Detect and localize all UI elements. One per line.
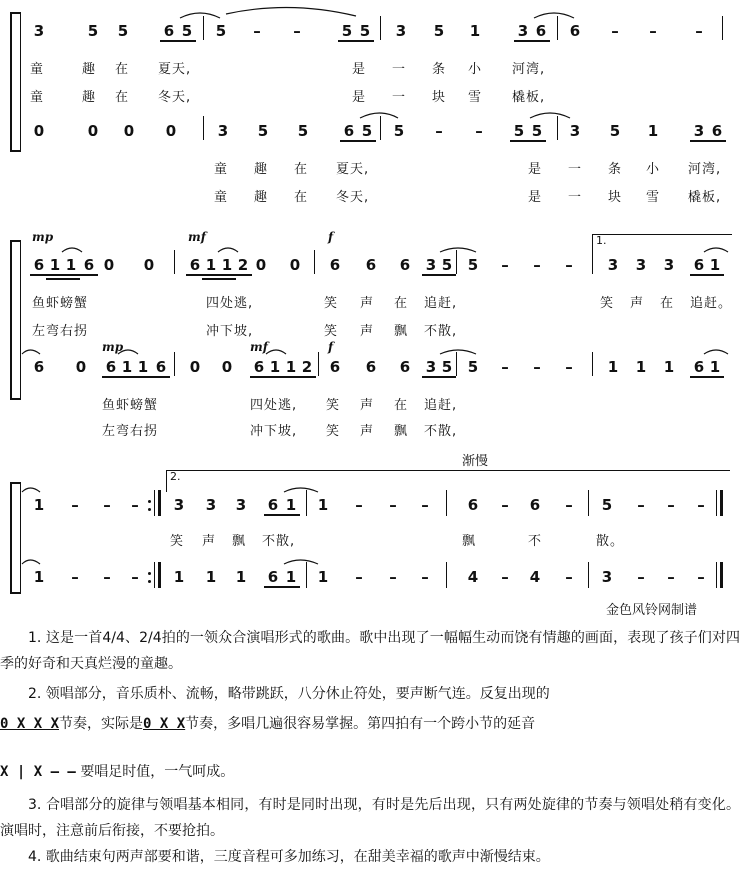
slur-arc bbox=[218, 248, 238, 252]
note-text: 节奏，实际是 bbox=[59, 716, 144, 732]
dash: – bbox=[501, 496, 509, 514]
dash: – bbox=[501, 568, 509, 586]
note-text: 要唱足时值，一气呵成。 bbox=[80, 764, 235, 780]
lyric: 是 bbox=[352, 90, 367, 105]
lyric: 飘 bbox=[394, 424, 409, 439]
lyric: 块 bbox=[432, 90, 447, 105]
note: 3 bbox=[635, 256, 647, 274]
lyric: 飘 bbox=[462, 534, 477, 549]
note: 3 bbox=[395, 22, 407, 40]
lyric: 不散, bbox=[424, 324, 458, 339]
lyric: 条 bbox=[432, 62, 447, 77]
note: 5 bbox=[601, 496, 613, 514]
note: 1 bbox=[469, 22, 481, 40]
note: 6 bbox=[33, 256, 45, 274]
note: 0 bbox=[87, 122, 99, 140]
lyric: 在 bbox=[115, 62, 130, 77]
note-text: 节奏，多唱几遍很容易掌握。第四拍有一个跨小节的延音 bbox=[185, 716, 536, 732]
dynamic-mark: mp bbox=[32, 230, 54, 244]
note: 6 bbox=[163, 22, 175, 40]
rhythm-pattern: X | X – – bbox=[0, 764, 76, 780]
dash: – bbox=[421, 496, 429, 514]
note: 5 bbox=[467, 358, 479, 376]
note: 5 bbox=[433, 22, 445, 40]
lyric: 河湾, bbox=[688, 162, 722, 177]
lyric: 不散, bbox=[262, 534, 296, 549]
lyric: 橇板, bbox=[512, 90, 546, 105]
note: 0 bbox=[255, 256, 267, 274]
dash: – bbox=[253, 22, 261, 40]
rhythm-pattern: 0 X X bbox=[143, 716, 186, 732]
dash: – bbox=[611, 22, 619, 40]
note: 5 bbox=[441, 256, 453, 274]
lyric: 笑 bbox=[170, 534, 185, 549]
dash: – bbox=[71, 568, 79, 586]
dash: – bbox=[389, 568, 397, 586]
dash: – bbox=[501, 358, 509, 376]
lyric: 雪 bbox=[646, 190, 661, 205]
note: 6 bbox=[33, 358, 45, 376]
note: 1 bbox=[709, 256, 721, 274]
note: 1 bbox=[663, 358, 675, 376]
lyric: 声 bbox=[630, 296, 645, 311]
note: 3 bbox=[517, 22, 529, 40]
lyric: 趣 bbox=[254, 190, 269, 205]
note: 3 bbox=[425, 256, 437, 274]
dash: – bbox=[533, 358, 541, 376]
lyric: 追赶, bbox=[424, 296, 458, 311]
tie-arc bbox=[360, 113, 398, 118]
lyric: 在 bbox=[294, 162, 309, 177]
note: 0 bbox=[189, 358, 201, 376]
note-paragraph-3: 3. 合唱部分的旋律与领唱基本相同，有时是同时出现，有时是先后出现，只有两处旋律的节奏与领唱处稍有变化。演唱时，注意前后衔接，不要抢拍。 bbox=[0, 797, 740, 839]
note-paragraph-1: 1. 这是一首4/4、2/4拍的一领众合演唱形式的歌曲。歌中出现了一幅幅生动而饶有情趣的画面，表现了孩子们对四季的好奇和天真烂漫的童趣。 bbox=[0, 630, 740, 672]
lyric: 冲下坡, bbox=[206, 324, 254, 339]
dash: – bbox=[131, 568, 139, 586]
note-text: 2. 领唱部分，音乐质朴、流畅，略带跳跃，八分休止符处，要声断气连。反复出现的 bbox=[28, 686, 550, 702]
note: 6 bbox=[329, 358, 341, 376]
dash: – bbox=[389, 496, 397, 514]
note: 3 bbox=[217, 122, 229, 140]
tie-arc bbox=[440, 350, 476, 354]
note: 0 bbox=[289, 256, 301, 274]
note: 6 bbox=[399, 256, 411, 274]
note: 5 bbox=[441, 358, 453, 376]
note: 5 bbox=[215, 22, 227, 40]
lyric: 是 bbox=[352, 62, 367, 77]
dash: – bbox=[435, 122, 443, 140]
tie-arc bbox=[534, 13, 574, 18]
lyric: 在 bbox=[115, 90, 130, 105]
lyric: 追赶。 bbox=[690, 296, 733, 311]
dynamic-mark: f bbox=[328, 340, 334, 354]
note: 3 bbox=[425, 358, 437, 376]
lyric: 左弯右拐 bbox=[32, 324, 89, 339]
note: 6 bbox=[569, 22, 581, 40]
tie-arc bbox=[22, 560, 40, 564]
note: 1 bbox=[635, 358, 647, 376]
note: 1 bbox=[709, 358, 721, 376]
lyric: 飘 bbox=[232, 534, 247, 549]
lyric: 不 bbox=[528, 534, 543, 549]
note: 1 bbox=[137, 358, 149, 376]
lyric: 四处逃, bbox=[250, 398, 298, 413]
note: 0 bbox=[103, 256, 115, 274]
tie-arc bbox=[180, 13, 220, 18]
note: 5 bbox=[467, 256, 479, 274]
lyric: 声 bbox=[360, 296, 375, 311]
dash: – bbox=[501, 256, 509, 274]
note: 0 bbox=[75, 358, 87, 376]
dash: – bbox=[637, 568, 645, 586]
dash: – bbox=[103, 568, 111, 586]
dash: – bbox=[71, 496, 79, 514]
lyric: 夏天, bbox=[158, 62, 192, 77]
note: 1 bbox=[221, 256, 233, 274]
note: 1 bbox=[285, 358, 297, 376]
dash: – bbox=[565, 496, 573, 514]
tie-arc bbox=[22, 488, 40, 492]
note: 3 bbox=[205, 496, 217, 514]
lyric: 趣 bbox=[254, 162, 269, 177]
lyric: 冲下坡, bbox=[250, 424, 298, 439]
slur-arc bbox=[266, 350, 286, 354]
lyric: 不散, bbox=[424, 424, 458, 439]
lyric: 笑 bbox=[324, 296, 339, 311]
lyric: 声 bbox=[360, 324, 375, 339]
note-paragraph-2-line-2 bbox=[0, 711, 740, 737]
note: 5 bbox=[361, 122, 373, 140]
note: 0 bbox=[221, 358, 233, 376]
note: 1 bbox=[607, 358, 619, 376]
lyric: 声 bbox=[360, 424, 375, 439]
note: 5 bbox=[531, 122, 543, 140]
dash: – bbox=[565, 256, 573, 274]
note: 6 bbox=[189, 256, 201, 274]
note: 5 bbox=[87, 22, 99, 40]
dash: – bbox=[697, 568, 705, 586]
note: 6 bbox=[155, 358, 167, 376]
lyric: 笑 bbox=[326, 398, 341, 413]
note: 1 bbox=[49, 256, 61, 274]
note: 0 bbox=[165, 122, 177, 140]
dash: – bbox=[565, 358, 573, 376]
tie-arc bbox=[530, 113, 570, 118]
lyric: 童 bbox=[214, 162, 229, 177]
note: 3 bbox=[693, 122, 705, 140]
dash: – bbox=[355, 568, 363, 586]
dash: – bbox=[649, 22, 657, 40]
note: 3 bbox=[33, 22, 45, 40]
note: 4 bbox=[529, 568, 541, 586]
note: 6 bbox=[467, 496, 479, 514]
dash: – bbox=[565, 568, 573, 586]
lyric: 块 bbox=[608, 190, 623, 205]
dash: – bbox=[475, 122, 483, 140]
note: 6 bbox=[365, 256, 377, 274]
note: 1 bbox=[173, 568, 185, 586]
lyric: 四处逃, bbox=[206, 296, 254, 311]
note: 1 bbox=[33, 568, 45, 586]
lyric: 橇板, bbox=[688, 190, 722, 205]
note: 5 bbox=[513, 122, 525, 140]
note: 3 bbox=[663, 256, 675, 274]
lyric: 鱼虾螃蟹 bbox=[102, 398, 159, 413]
note: 6 bbox=[365, 358, 377, 376]
note: 1 bbox=[317, 496, 329, 514]
tie-arc bbox=[440, 248, 476, 252]
dash: – bbox=[697, 496, 705, 514]
note: 2 bbox=[301, 358, 313, 376]
lyric: 童 bbox=[30, 62, 45, 77]
note-paragraph-4: 4. 歌曲结束句两声部要和谐，三度音程可多加练习，在甜美幸福的歌声中渐慢结束。 bbox=[28, 849, 550, 865]
note: 1 bbox=[235, 568, 247, 586]
lyric: 在 bbox=[294, 190, 309, 205]
note: 3 bbox=[569, 122, 581, 140]
note: 6 bbox=[711, 122, 723, 140]
note: 6 bbox=[399, 358, 411, 376]
lyric: 在 bbox=[660, 296, 675, 311]
lyric: 夏天, bbox=[336, 162, 370, 177]
note: 5 bbox=[181, 22, 193, 40]
lyric: 一 bbox=[392, 90, 407, 105]
note: 1 bbox=[205, 568, 217, 586]
credit-text: 金色风铃网制谱 bbox=[606, 603, 698, 618]
tie-arc bbox=[284, 560, 318, 564]
lyric: 条 bbox=[608, 162, 623, 177]
ending-label: 2. bbox=[170, 470, 181, 483]
lyric: 一 bbox=[392, 62, 407, 77]
note: 1 bbox=[285, 496, 297, 514]
note: 3 bbox=[235, 496, 247, 514]
note-paragraph-2 bbox=[0, 681, 740, 707]
lyric: 飘 bbox=[394, 324, 409, 339]
lyric: 鱼虾螃蟹 bbox=[32, 296, 89, 311]
lyric: 冬天, bbox=[158, 90, 192, 105]
lyric: 声 bbox=[360, 398, 375, 413]
note: 6 bbox=[343, 122, 355, 140]
lyric: 散。 bbox=[596, 534, 625, 549]
lyric: 河湾, bbox=[512, 62, 546, 77]
lyric: 是 bbox=[528, 190, 543, 205]
dash: – bbox=[103, 496, 111, 514]
note: 6 bbox=[529, 496, 541, 514]
tie-arc bbox=[704, 350, 728, 354]
note: 6 bbox=[693, 256, 705, 274]
dash: – bbox=[667, 496, 675, 514]
note: 1 bbox=[65, 256, 77, 274]
lyric: 笑 bbox=[326, 424, 341, 439]
note: 5 bbox=[257, 122, 269, 140]
note: 6 bbox=[535, 22, 547, 40]
slur-arc bbox=[118, 350, 138, 354]
note: 1 bbox=[205, 256, 217, 274]
tie-arc bbox=[22, 350, 40, 354]
lyric: 小 bbox=[646, 162, 661, 177]
dash: – bbox=[421, 568, 429, 586]
dash: – bbox=[355, 496, 363, 514]
note: 5 bbox=[117, 22, 129, 40]
note: 3 bbox=[173, 496, 185, 514]
lyric: 小 bbox=[468, 62, 483, 77]
note: 0 bbox=[123, 122, 135, 140]
lyric: 童 bbox=[214, 190, 229, 205]
lyric: 在 bbox=[394, 398, 409, 413]
note: 6 bbox=[83, 256, 95, 274]
lyric: 趣 bbox=[82, 90, 97, 105]
note: 6 bbox=[693, 358, 705, 376]
tie-arc bbox=[704, 248, 728, 252]
lyric: 一 bbox=[568, 190, 583, 205]
lyric: 一 bbox=[568, 162, 583, 177]
dynamic-mark: mf bbox=[188, 230, 206, 244]
note: 2 bbox=[237, 256, 249, 274]
dynamic-mark: f bbox=[328, 230, 334, 244]
ending-label: 1. bbox=[596, 234, 607, 247]
dash: – bbox=[293, 22, 301, 40]
note: 5 bbox=[341, 22, 353, 40]
note: 3 bbox=[607, 256, 619, 274]
slur-arc bbox=[226, 7, 356, 16]
note: 6 bbox=[267, 496, 279, 514]
lyric: 追赶, bbox=[424, 398, 458, 413]
lyric: 冬天, bbox=[336, 190, 370, 205]
note-paragraph-2-line-3 bbox=[0, 759, 740, 785]
lyric: 笑 bbox=[600, 296, 615, 311]
note: 1 bbox=[285, 568, 297, 586]
note: 5 bbox=[609, 122, 621, 140]
note: 1 bbox=[121, 358, 133, 376]
note: 1 bbox=[33, 496, 45, 514]
note: 5 bbox=[359, 22, 371, 40]
note: 6 bbox=[329, 256, 341, 274]
dash: – bbox=[131, 496, 139, 514]
note: 5 bbox=[393, 122, 405, 140]
note: 6 bbox=[253, 358, 265, 376]
lyric: 童 bbox=[30, 90, 45, 105]
note: 4 bbox=[467, 568, 479, 586]
slur-arc bbox=[62, 248, 82, 252]
note: 3 bbox=[601, 568, 613, 586]
rhythm-pattern: 0 X X X bbox=[0, 716, 60, 732]
lyric: 在 bbox=[394, 296, 409, 311]
lyric: 雪 bbox=[468, 90, 483, 105]
dash: – bbox=[667, 568, 675, 586]
note: 0 bbox=[33, 122, 45, 140]
dash: – bbox=[637, 496, 645, 514]
dash: – bbox=[695, 22, 703, 40]
dynamic-mark: mp bbox=[102, 340, 124, 354]
lyric: 声 bbox=[202, 534, 217, 549]
note: 1 bbox=[317, 568, 329, 586]
lyric: 是 bbox=[528, 162, 543, 177]
note: 5 bbox=[297, 122, 309, 140]
lyric: 左弯右拐 bbox=[102, 424, 159, 439]
dynamic-mark: mf bbox=[250, 340, 268, 354]
note: 0 bbox=[143, 256, 155, 274]
note: 6 bbox=[267, 568, 279, 586]
dash: – bbox=[533, 256, 541, 274]
tempo-marking: 渐慢 bbox=[462, 454, 489, 469]
lyric: 趣 bbox=[82, 62, 97, 77]
note: 6 bbox=[105, 358, 117, 376]
tie-arc bbox=[284, 488, 318, 492]
note: 1 bbox=[269, 358, 281, 376]
note: 1 bbox=[647, 122, 659, 140]
lyric: 笑 bbox=[324, 324, 339, 339]
